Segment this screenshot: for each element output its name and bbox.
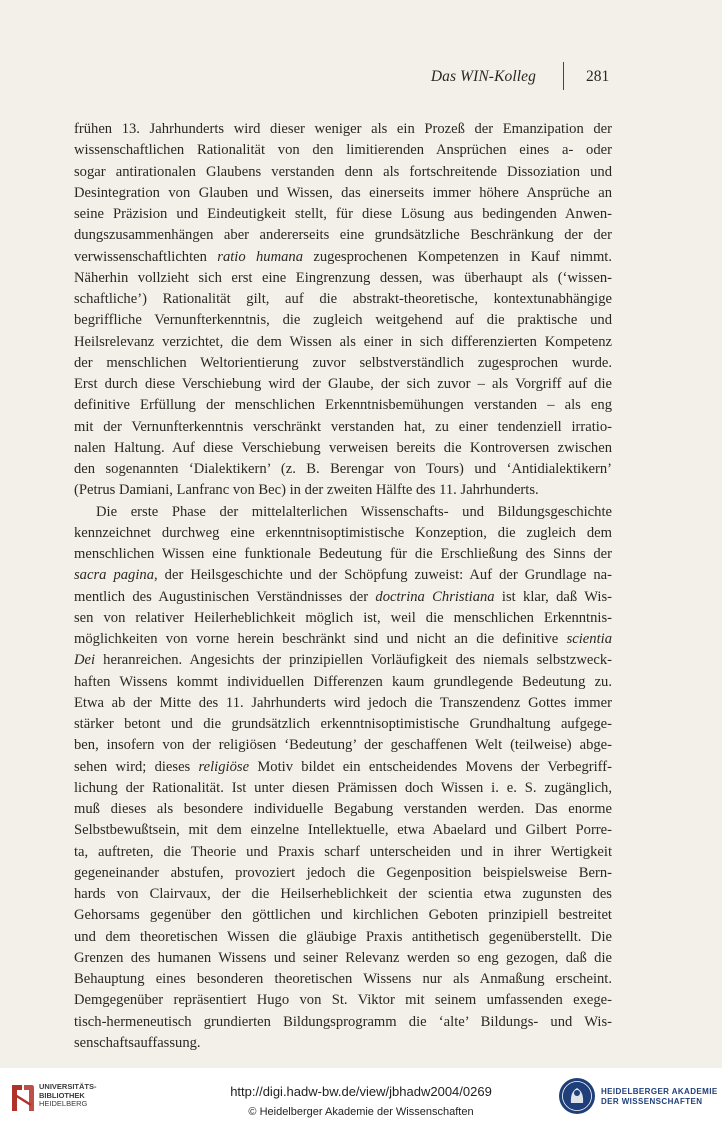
text-segment: Näherhin vollzieht sich erst eine Eingrenzung dessen, was überhaupt als (‘wissen- bbox=[74, 269, 612, 286]
text-segment: Grenzen des humanen Wissens und seiner Relevanz werden so eng gezogen, daß die bbox=[74, 949, 612, 966]
library-name-line-1: UNIVERSITÄTS- bbox=[39, 1082, 97, 1091]
text-line bbox=[74, 523, 612, 544]
text-segment: menschlichen Wissen eine funktionale Bedeutung für die Erschließung des Sinns der bbox=[74, 546, 612, 562]
text-segment: Die erste Phase der mittelalterlichen Wissenschafts- und Bildungsgeschichte bbox=[96, 503, 612, 520]
text-line bbox=[74, 395, 612, 416]
text-segment: lichung der Rationalität. Ist unter diesen Prämissen doch Wissen i. e. S. zugänglich, bbox=[74, 779, 612, 796]
running-head: Das WIN-Kolleg bbox=[430, 68, 536, 85]
text-segment: Erst durch diese Verschiebung wird der Glaube, der sich zuvor – als Vorgriff auf die bbox=[74, 376, 612, 392]
text-segment: hards von Clairvaux, der die Heilserheblichkeit der scientia etwa zugunsten des bbox=[74, 886, 612, 902]
text-line bbox=[74, 353, 612, 374]
text-segment: Demgegenüber repräsentiert Hugo von St. Viktor mit seinem umfassenden exege- bbox=[74, 992, 612, 1009]
text-segment: Motiv bildet ein entscheidendes Movens der Verbegriff- bbox=[249, 758, 612, 775]
text-line bbox=[74, 735, 612, 756]
text-line bbox=[74, 225, 612, 246]
text-segment: sehen wird; dieses bbox=[74, 758, 199, 775]
text-line bbox=[74, 480, 612, 501]
text-segment: Gehorsams gegenüber den göttlichen und kirchlichen Geboten prinzipiell bestreitet bbox=[74, 907, 612, 924]
text-line bbox=[74, 650, 612, 671]
italic-term: doctrina Christiana bbox=[375, 588, 495, 605]
text-segment: der menschlichen Weltorientierung zuvor selbstverständlich zugesprochen wurde. bbox=[74, 354, 612, 371]
text-segment: verwissenschaftlichten bbox=[74, 248, 218, 265]
academy-name-line-1: HEIDELBERGER AKADEMIE bbox=[601, 1087, 718, 1096]
header-divider bbox=[563, 62, 564, 90]
text-segment: ist klar, daß Wis- bbox=[494, 588, 612, 605]
library-name-line-3: HEIDELBERG bbox=[39, 1099, 88, 1108]
italic-term: ratio humana bbox=[217, 248, 304, 265]
academy-name-line-2: DER WISSENSCHAFTEN bbox=[601, 1097, 703, 1106]
text-segment: Desintegration von Glauben und Wissen, das einerseits immer höhere Ansprüche an bbox=[74, 184, 612, 201]
text-segment: sen von relativer Heilerheblichkeit möglich ist, weil die menschlichen Erkenntnis- bbox=[74, 609, 612, 626]
text-segment: stärker betont und die grundsätzlich erkenntnisoptimistische Grundhaltung aufgege- bbox=[74, 716, 612, 732]
text-segment: senschaftsauffassung. bbox=[74, 1034, 201, 1051]
copyright-notice: © Heidelberger Akademie der Wissenschaften bbox=[248, 1106, 474, 1118]
text-line bbox=[74, 778, 612, 799]
text-segment: begriffliche Vernunfterkenntnis, die zugleich weitgehend auf die praktische und bbox=[74, 312, 612, 329]
text-line bbox=[74, 757, 612, 778]
page-number: 281 bbox=[586, 68, 610, 85]
text-segment: muß dieses als besondere individuelle Begabung verstanden werden. Das enorme bbox=[74, 801, 612, 817]
text-line bbox=[74, 247, 612, 268]
text-segment: tisch-hermeneutisch grundierten Bildungsprogramm die ‘alte’ Bildungs- und Wis- bbox=[74, 1013, 612, 1030]
text-segment: definitive Erfüllung der menschlichen Erkenntnisbemühungen verstanden – als eng bbox=[74, 397, 612, 414]
text-line bbox=[74, 820, 612, 841]
text-segment: möglichkeiten von vorne herein beschränkt sind und nicht an die definitive bbox=[74, 631, 567, 647]
text-line bbox=[74, 629, 612, 650]
text-line bbox=[74, 587, 612, 608]
text-segment: schaftliche’) Rationalität gilt, auf die abstrakt-theoretische, kontextunabhängige bbox=[74, 291, 612, 307]
text-segment: gegeneinander abstufen, provoziert jedoch die Gegenposition beispielsweise Bern- bbox=[74, 864, 612, 881]
text-line bbox=[74, 948, 612, 969]
italic-term: scientia bbox=[566, 631, 612, 647]
text-segment: mit der Vernunfterkenntnis verschränkt verstanden hat, zu einer tendenziell irratio- bbox=[74, 418, 612, 435]
text-line bbox=[74, 310, 612, 331]
text-line bbox=[74, 905, 612, 926]
text-line bbox=[74, 714, 612, 735]
italic-term: religiöse bbox=[198, 758, 250, 775]
text-line bbox=[74, 204, 612, 225]
text-line bbox=[74, 608, 612, 629]
text-line bbox=[74, 268, 612, 289]
text-line bbox=[74, 693, 612, 714]
text-segment: Behauptung eines besonderen theoretischen Wissens nur als Anmaßung erscheint. bbox=[74, 971, 612, 987]
text-line bbox=[74, 969, 612, 990]
text-line bbox=[74, 672, 612, 693]
text-line bbox=[74, 502, 612, 523]
text-segment: sogar antirationalen Glaubens verstanden denn als fortschreitende Dissoziation und bbox=[74, 163, 612, 180]
text-line bbox=[74, 927, 612, 948]
text-segment: haften Wissens kommt individuellen Differenzen kaum grundlegende Bedeutung zu. bbox=[74, 673, 612, 690]
text-segment: heranreichen. Angesichts der prinzipiellen Vorläufigkeit des niemals selbstzweck- bbox=[95, 652, 612, 669]
text-segment: Heilsrelevanz verzichtet, die dem Wissen als einer in sich differenzierten Kompetenz bbox=[74, 333, 612, 350]
text-line bbox=[74, 1033, 612, 1054]
text-line bbox=[74, 863, 612, 884]
text-line bbox=[74, 1012, 612, 1033]
page-header bbox=[0, 68, 722, 92]
text-line bbox=[74, 417, 612, 438]
page-footer bbox=[0, 1068, 722, 1124]
text-line bbox=[74, 183, 612, 204]
italic-term: Dei bbox=[74, 652, 96, 669]
text-line bbox=[74, 990, 612, 1011]
text-line bbox=[74, 119, 612, 140]
library-name-line-2: BIBLIOTHEK bbox=[39, 1090, 85, 1100]
text-segment: (Petrus Damiani, Lanfranc von Bec) in der zweiten Hälfte des 11. Jahrhunderts. bbox=[74, 482, 539, 499]
text-line bbox=[74, 332, 612, 353]
text-segment: Etwa ab der Mitte des 11. Jahrhunderts wird jedoch die Transzendenz Gottes immer bbox=[74, 694, 612, 711]
text-segment: ta, auftreten, die Theorie und Praxis scharf unterscheiden und in ihrer Wertigkeit bbox=[74, 843, 612, 860]
text-line bbox=[74, 140, 612, 161]
text-line bbox=[74, 799, 612, 820]
text-line bbox=[74, 438, 612, 459]
text-line bbox=[74, 459, 612, 480]
text-segment: den sogenannten ‘Dialektikern’ (z. B. Berengar von Tours) und ‘Antidialektikern’ bbox=[74, 461, 612, 477]
academy-seal-icon bbox=[558, 1077, 596, 1115]
text-line bbox=[74, 884, 612, 905]
text-line bbox=[74, 842, 612, 863]
text-segment: kennzeichnet durchweg eine erkenntnisoptimistische Konzeption, die zugleich dem bbox=[74, 524, 612, 541]
text-line bbox=[74, 565, 612, 586]
text-segment: nalen Haltung. Auf diese Verschiebung verweisen bereits die Kontroversen zwischen bbox=[74, 439, 612, 456]
source-url-link[interactable]: http://digi.hadw-bw.de/view/jbhadw2004/0269 bbox=[230, 1084, 492, 1099]
text-segment: , der Heilsgeschichte und der Schöpfung zuweist: Auf der Grundlage na- bbox=[154, 567, 612, 584]
text-line bbox=[74, 374, 612, 395]
italic-term: sacra pagina bbox=[74, 567, 154, 584]
text-line bbox=[74, 289, 612, 310]
text-segment: frühen 13. Jahrhunderts wird dieser weniger als ein Prozeß der Emanzipation der bbox=[74, 121, 612, 137]
text-segment: und dem theoretischen Wissen die gläubige Praxis antithetisch gegenüberstellt. Die bbox=[74, 928, 612, 945]
text-segment: mentlich des Augustinischen Verständnisses der bbox=[74, 588, 376, 605]
text-segment: ben, insofern von der religiösen ‘Bedeutung’ der geschaffenen Welt (teilweise) abge- bbox=[74, 737, 612, 754]
text-segment: Selbstbewußtsein, mit dem einzelne Intellektuelle, etwa Abaelard und Gilbert Porre- bbox=[74, 822, 612, 839]
text-segment: dungszusammenhängen aber andererseits eine grundsätzliche Beschränkung der der bbox=[74, 227, 612, 244]
text-segment: seine Präzision und Eindeutigkeit stellt, für diese Lösung aus bedingenden Anwen- bbox=[74, 206, 612, 222]
text-line bbox=[74, 162, 612, 183]
text-line bbox=[74, 544, 612, 565]
academy-name bbox=[601, 1087, 718, 1107]
text-segment: zugesprochenen Kompetenzen in Kauf nimmt. bbox=[303, 248, 612, 265]
body-text bbox=[74, 119, 612, 1054]
text-segment: wissenschaftlichen Rationalität von den limitierenden Ansprüchen eines a- oder bbox=[74, 142, 612, 159]
